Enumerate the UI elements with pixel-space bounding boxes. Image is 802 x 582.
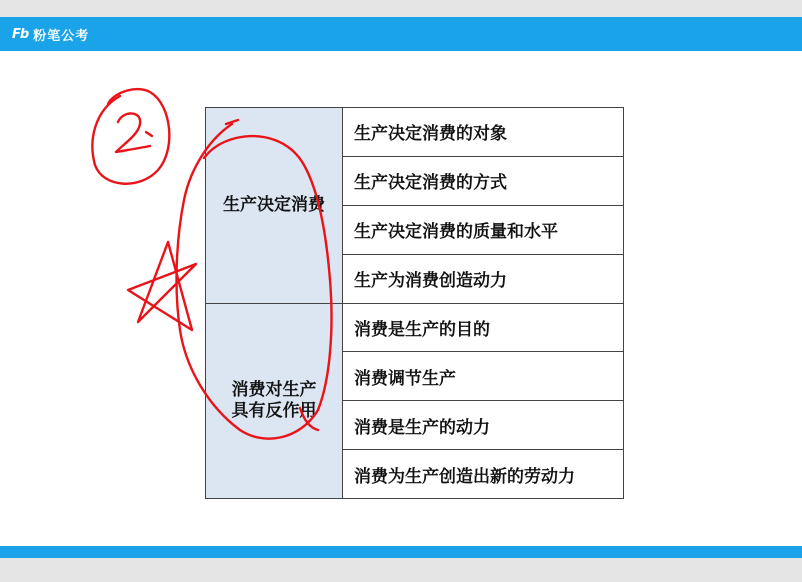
category-column <box>206 108 343 498</box>
table-row: 消费调节生产 <box>343 351 623 400</box>
content-table <box>205 107 624 499</box>
category-cell-consumption <box>206 303 342 499</box>
header-bar <box>0 17 802 51</box>
logo-mark: Fb <box>12 26 29 42</box>
detail-column <box>343 108 623 498</box>
table-row: 生产决定消费的方式 <box>343 156 623 205</box>
window-top-strip <box>0 0 802 17</box>
table-row: 消费是生产的目的 <box>343 303 623 352</box>
category-label: 生产决定消费 <box>223 194 325 215</box>
brand-logo <box>12 25 89 44</box>
category-cell-production <box>206 108 342 303</box>
table-row: 生产决定消费的对象 <box>343 108 623 156</box>
table-row: 消费是生产的动力 <box>343 400 623 449</box>
table-row: 生产为消费创造动力 <box>343 254 623 303</box>
window-bottom-strip <box>0 558 802 582</box>
brand-name: 粉笔公考 <box>33 28 90 44</box>
footer-bar <box>0 546 802 558</box>
table-row: 消费为生产创造出新的劳动力 <box>343 449 623 498</box>
table-row: 生产决定消费的质量和水平 <box>343 205 623 254</box>
category-label: 消费对生产具有反作用 <box>231 379 317 421</box>
